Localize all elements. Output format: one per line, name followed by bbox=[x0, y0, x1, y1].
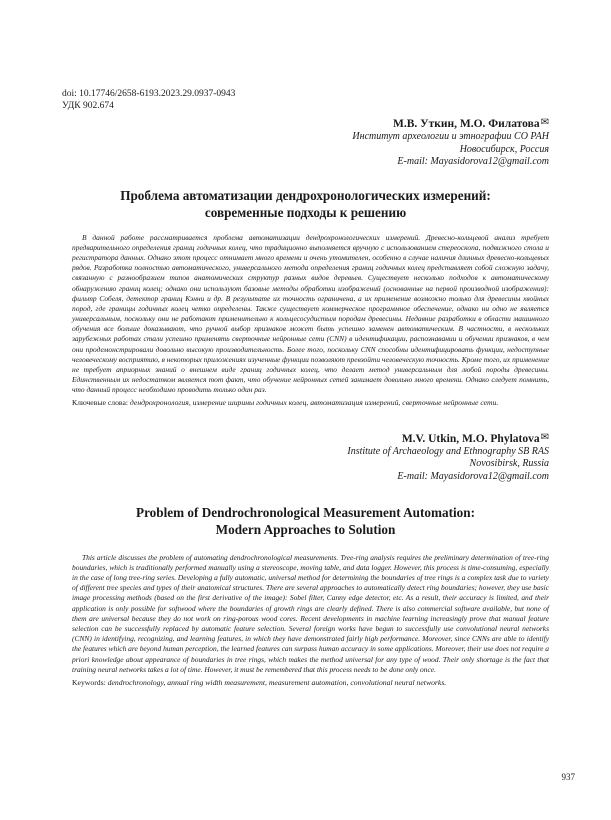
title-en bbox=[62, 504, 549, 538]
title-ru bbox=[62, 187, 549, 221]
affiliation-ru-email[interactable]: E-mail: Mayasidorova12@gmail.com bbox=[397, 156, 549, 168]
page-number: 937 bbox=[561, 772, 575, 782]
keywords-ru-text: дендрохронология, измерение ширины годичных колец, автоматизация измерений, сверточные нейронные сети. bbox=[129, 398, 499, 408]
section-spacer bbox=[62, 409, 549, 427]
keywords-en bbox=[62, 678, 549, 689]
authors-en-text: M.V. Utkin, M.O. Phylatova bbox=[401, 432, 540, 445]
affiliation-ru-city: Новосибирск, Россия bbox=[459, 143, 549, 155]
affiliation-en-institute: Institute of Archaeology and Ethnography SB RAS bbox=[347, 445, 549, 457]
authors-ru-text: М.В. Уткин, М.О. Филатова bbox=[392, 118, 540, 130]
keywords-ru bbox=[62, 398, 549, 409]
envelope-icon[interactable]: ✉ bbox=[540, 117, 549, 128]
title-en-line-2: Modern Approaches to Solution bbox=[215, 521, 396, 537]
affiliation-en-email[interactable]: E-mail: Mayasidorova12@gmail.com bbox=[397, 470, 549, 482]
affiliation-en bbox=[62, 446, 549, 484]
authors-ru bbox=[62, 116, 549, 131]
title-ru-line-2: современные подходы к решению bbox=[204, 204, 407, 220]
affiliation-ru bbox=[62, 131, 549, 169]
keywords-en-text: dendrochronology, annual ring width measurement, measurement automation, convolutional neural networks. bbox=[107, 678, 447, 687]
authors-en bbox=[62, 431, 549, 446]
abstract-ru: В данной работе рассматривается проблема автоматизации дендрохронологических измерений. Древесно-кольцевой анализ требует предварительного определения границ годичных колец, что традиционно выполняется вручную с использованием стереоскопа, подвижного стола и регистратора данных. Однако этот процесс отнимает много времени и очень утомителен, особенно в случае наличия длинных древесно-кольцевых рядов. Разработка полностью автоматического, универсального метода определения границ годичных колец представляет собой сложную задачу, связанную с разнообразием типов анатомических структур разных видов деревьев. Существует несколько подходов к автоматическому обнаружению границ колец; однако они используют базовые методы обработки изображений (основанные на первой производной изображения): фильтр Собеля, детектор границ Кэнни и др. В результате их точность ограничена, а их применение возможно только для древесины хвойных пород, где границы годичных колец четко определены. Также существует коммерческое программное обеспечение, однако ни одно не является универсальным, поскольку они не работают применительно к кольцесосудистым породам древесины. Недавние разработки в области машинного обучения все больше доказывают, что ручной выбор признаков может быть успешно заменен автоматическим. В частности, в нескольких зарубежных работах стали успешно применять сверточные нейронные сети (CNN) в идентификации, распознавании и обучении признаков, в чем они продемонстрировали довольно высокую производительность. Более того, поскольку CNN способны идентифицировать функции, недоступные человеческому восприятию, в некоторых приложениях изученные функции позволяют превзойти человеческую точность. Кроме того, их применение не требует априорных знаний о внешнем виде границ годичных колец, что делает метод универсальным для любой породы древесины. Единственным их недостатком является тот факт, что обучение нейронных сетей занимает довольно много времени. Однако следует помнить, что данный процесс необходимо проводить только один раз. bbox=[72, 232, 549, 395]
udk-line: УДК 902.674 bbox=[62, 101, 114, 111]
keywords-ru-label: Ключевые слова: bbox=[72, 398, 128, 408]
envelope-icon[interactable]: ✉ bbox=[540, 431, 549, 443]
affiliation-ru-institute: Институт археологии и этнографии СО РАН bbox=[352, 131, 549, 142]
keywords-en-label: Keywords: bbox=[72, 678, 106, 687]
title-ru-line-1: Проблема автоматизации дендрохронологических измерений: bbox=[120, 187, 491, 203]
doi-line[interactable]: doi: 10.17746/2658-6193.2023.29.0937-0943 bbox=[62, 89, 236, 99]
affiliation-en-city: Novosibirsk, Russia bbox=[469, 458, 549, 470]
abstract-en: This article discusses the problem of automating dendrochronological measurements. Tree-ring analysis requires the preliminary determination of tree-ring boundaries, which is traditionally performed manually using a stereoscope, moving table, and data logger. However, this process is time-consuming, especially in the case of long tree-ring series. Developing a fully automatic, universal method for determining the boundaries of tree rings is a complex task due to variety of different tree species and types of their anatomical structures. There are several approaches to automatically detect ring boundaries; however, they use basic image processing methods (based on the first derivative of the image): Sobel filter, Canny edge detector, etc. As a result, their accuracy is limited, and their application is only possible for softwood where the boundaries of growth rings are clearly defined. There is also commercial software available, but none of them are universal because they do not work on ring-porous wood cores. Recent developments in machine learning increasingly prove that manual feature selection can be successfully replaced by automatic feature selection. Several foreign works have begun to successfully use convolutional neural networks (CNN) in identifying, recognizing, and learning features, in which they have demonstrated fairly high performance. Moreover, since CNNs are able to identify the features which are beyond human perception, the learned features can surpass human accuracy in some applications. Moreover, their use does not require a priori knowledge about appearance of boundaries in tree rings, which makes the method universal for any type of wood. Their only shortage is the fact that training neural networks takes a lot of time. However, it must be remembered that this process needs to be done only once. bbox=[72, 552, 549, 674]
title-en-line-1: Problem of Dendrochronological Measurement Automation: bbox=[136, 504, 475, 520]
